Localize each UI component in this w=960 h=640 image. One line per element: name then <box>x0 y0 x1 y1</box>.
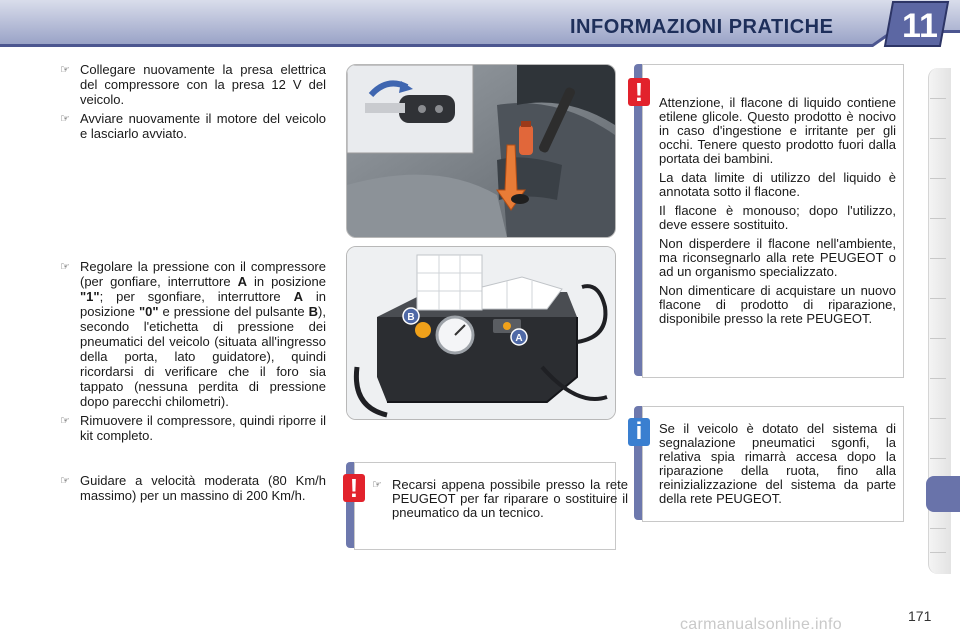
page-header <box>0 0 960 52</box>
car-socket-illustration <box>346 64 616 238</box>
pointing-hand-icon: ☞ <box>60 63 70 76</box>
instruction-item: ☞ Collegare nuovamente la presa elettrica del compressore con la presa 12 V del veicolo. <box>60 62 326 107</box>
tab-divider <box>930 258 946 259</box>
chapter-tab-active[interactable] <box>926 476 960 512</box>
instruction-group-1 <box>60 62 326 141</box>
watermark: carmanualsonline.info <box>680 616 842 633</box>
compressor-image <box>347 247 615 419</box>
warning-paragraph: Non dimenticare di acquistare un nuovo flacone di prodotto di riparazione, disponibile presso la rete PEUGEOT. <box>659 283 896 326</box>
label-b-text: B <box>407 312 415 323</box>
instruction-item: ☞ Regolare la pressione con il compressore (per gonfiare, interruttore A in posizione "1"; per sgonfiare, interruttore A in posizione "0" e pressione del pulsante B), secondo l'etichetta di pressione dei pneumatici del veicolo (situata all'ingresso della porta, lato guidatore), quindi ricordarsi di verificare che il foro sia tappato (nessuna perdita di pressione dopo parecchi chilometri). <box>60 259 326 409</box>
warning-bottom-text: ☞ Recarsi appena possibile presso la rete PEUGEOT per far riparare o sostituire il pneumatico da un tecnico. <box>372 477 628 520</box>
position-label-1: "1" <box>80 289 100 304</box>
switch-label-a: A <box>293 289 303 304</box>
pointing-hand-icon: ☞ <box>60 474 70 487</box>
button-label-b: B <box>308 304 319 319</box>
tab-divider <box>930 98 946 99</box>
tab-divider <box>930 218 946 219</box>
warning-paragraph: Il flacone è monouso; dopo l'utilizzo, deve essere sostituito. <box>659 203 896 232</box>
tab-divider <box>930 138 946 139</box>
warning-right-text <box>659 96 896 331</box>
page-title: INFORMAZIONI PRATICHE <box>570 16 834 38</box>
warning-icon: ! <box>628 78 650 106</box>
label-a-text: A <box>515 333 523 344</box>
pointing-hand-icon: ☞ <box>372 478 382 491</box>
tab-divider <box>930 338 946 339</box>
info-icon: i <box>628 418 650 446</box>
instruction-item: ☞ Rimuovere il compressore, quindi riporre il kit completo. <box>60 413 326 443</box>
pointing-hand-icon: ☞ <box>60 112 70 125</box>
switch-label-a: A <box>237 274 247 289</box>
pointing-hand-icon: ☞ <box>60 260 70 273</box>
instruction-item: ☞ Guidare a velocità moderata (80 Km/h massimo) per un massino di 200 Km/h. <box>60 473 326 503</box>
pointing-hand-icon: ☞ <box>60 414 70 427</box>
tab-divider <box>930 418 946 419</box>
instruction-group-3 <box>60 473 326 503</box>
info-box-text: Se il veicolo è dotato del sistema di segnalazione pneumatici sgonfi, la relativa spia rimarrà accesa dopo la riparazione della ruota, fino alla reinizializzazione del sistema da parte della rete PEUGEOT. <box>659 421 896 506</box>
page-number: 171 <box>908 608 932 624</box>
warning-paragraph: La data limite di utilizzo del liquido è annotata sotto il flacone. <box>659 170 896 199</box>
instructions-column <box>60 62 326 507</box>
instruction-item: ☞ Avviare nuovamente il motore del veicolo e lasciarlo avviato. <box>60 111 326 141</box>
tab-divider <box>930 552 946 553</box>
position-label-0: "0" <box>138 304 159 319</box>
tab-divider <box>930 528 946 529</box>
warning-paragraph: Attenzione, il flacone di liquido contiene etilene glicole. Questo prodotto è nocivo in caso d'ingestione e irritante per gli occhi. Tenere questo prodotto fuori dalla portata dei bambini. <box>659 95 896 166</box>
tab-divider <box>930 298 946 299</box>
instruction-group-2 <box>60 259 326 443</box>
warning-paragraph: Non disperdere il flacone nell'ambiente, ma riconsegnarlo alla rete PEUGEOT o ad un organismo specializzato. <box>659 236 896 279</box>
tab-divider <box>930 378 946 379</box>
warning-icon: ! <box>343 474 365 502</box>
compressor-illustration <box>346 246 616 420</box>
car-interior-image <box>347 65 615 237</box>
tab-divider <box>930 458 946 459</box>
chapter-number: 11 <box>902 7 938 45</box>
tab-divider <box>930 178 946 179</box>
warning-box-bar <box>634 64 642 376</box>
